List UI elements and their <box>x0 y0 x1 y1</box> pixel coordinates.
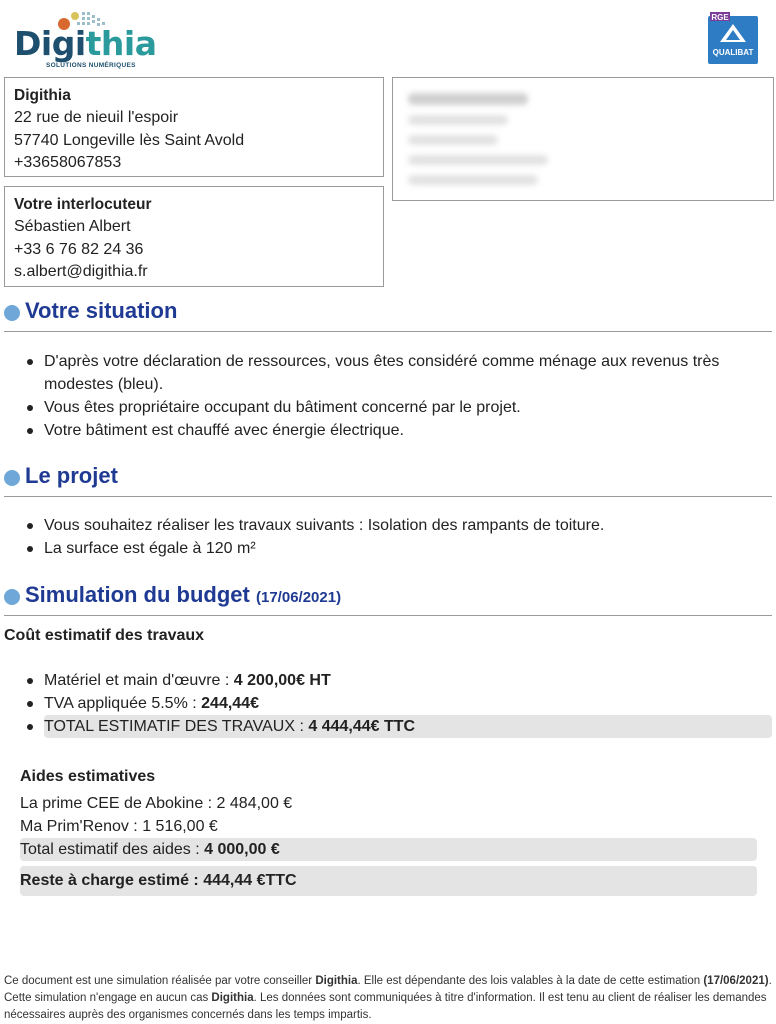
footer-line2: Cette simulation n'engage en aucun cas Digithia. Les données sont communiquées à titre d'information. Il est tenu au client de réaliser les demandes <box>4 992 767 1004</box>
section-budget-title: Simulation du budget (17/06/2021) <box>25 582 342 607</box>
section-bullet-icon <box>4 470 20 486</box>
section-situation-header <box>4 296 772 332</box>
qualibat-rge-badge-icon <box>708 12 758 64</box>
list-item: D'après votre déclaration de ressources, vous êtes considéré comme ménage aux revenus très <box>44 350 719 373</box>
section-bullet-icon <box>4 589 20 605</box>
company-address-line1: 22 rue de nieuil l'espoir <box>14 109 179 126</box>
redacted-line <box>408 115 508 125</box>
aides-title: Aides estimatives <box>20 768 156 785</box>
aide-mpr: Ma Prim'Renov : 1 516,00 € <box>20 818 218 835</box>
cost-item: TVA appliquée 5.5% : 244,44€ <box>44 692 772 715</box>
company-phone: +33658067853 <box>14 154 122 171</box>
budget-date: (17/06/2021) <box>256 589 342 606</box>
contact-phone: +33 6 76 82 24 36 <box>14 240 144 258</box>
footer-disclaimer <box>4 973 772 1024</box>
company-card <box>4 77 384 177</box>
section-projet-header <box>4 461 772 497</box>
badge-qualibat-text: QUALIBAT <box>712 48 754 57</box>
section-projet-title: Le projet <box>25 463 118 488</box>
company-address-line2: 57740 Longeville lès Saint Avold <box>14 131 245 149</box>
contact-name: Sébastien Albert <box>14 218 131 235</box>
cost-title: Coût estimatif des travaux <box>4 627 205 644</box>
footer-line3: nécessaires auprès des organismes concernés dans les temps impartis. <box>4 1009 372 1021</box>
contact-card <box>4 186 384 287</box>
contact-title: Votre interlocuteur <box>14 196 152 213</box>
list-item: Vous êtes propriétaire occupant du bâtiment concerné par le projet. <box>44 396 719 419</box>
aides-total: Total estimatif des aides : 4 000,00 € <box>20 838 757 861</box>
redacted-line <box>408 93 528 105</box>
redacted-line <box>408 135 498 145</box>
contact-email: s.albert@digithia.fr <box>14 263 148 280</box>
list-item: Votre bâtiment est chauffé avec énergie électrique. <box>44 419 719 442</box>
logo-wordmark: Digithia <box>14 24 157 63</box>
reste-a-charge: Reste à charge estimé : 444,44 €TTC <box>20 866 757 896</box>
aide-cee: La prime CEE de Abokine : 2 484,00 € <box>20 795 293 812</box>
section-bullet-icon <box>4 305 20 321</box>
situation-list <box>44 350 719 442</box>
digithia-logo <box>12 10 157 69</box>
list-item-continuation: modestes (bleu). <box>44 376 164 393</box>
redacted-line <box>408 175 538 185</box>
aides-block <box>20 792 757 896</box>
cost-total-item: TOTAL ESTIMATIF DES TRAVAUX : 4 444,44€ TTC <box>44 715 772 738</box>
section-budget-header <box>4 580 772 616</box>
badge-rge-text: RGE <box>711 13 729 22</box>
redacted-line <box>408 155 548 165</box>
company-name: Digithia <box>14 87 71 104</box>
client-card-redacted <box>392 77 774 201</box>
footer-line1: Ce document est une simulation réalisée par votre conseiller Digithia. Elle est dépendante des lois valables à la date de cette estimation (17/06/2021). <box>4 975 772 987</box>
list-item: La surface est égale à 120 m² <box>44 537 604 560</box>
list-item: Vous souhaitez réaliser les travaux suivants : Isolation des rampants de toiture. <box>44 514 604 537</box>
logo-tagline: SOLUTIONS NUMÉRIQUES <box>46 62 136 69</box>
projet-list <box>44 514 604 560</box>
cost-item: Matériel et main d'œuvre : 4 200,00€ HT <box>44 669 772 692</box>
cost-list <box>44 669 772 738</box>
section-situation-title: Votre situation <box>25 298 178 323</box>
